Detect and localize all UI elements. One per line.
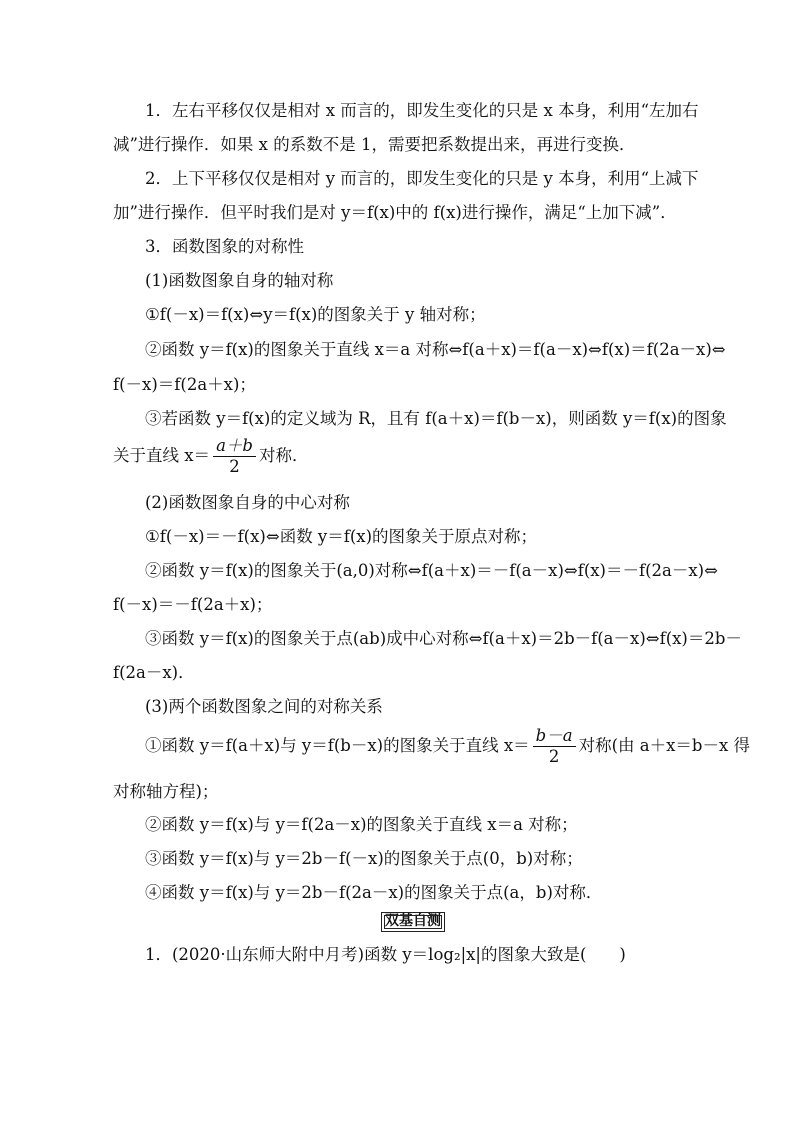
axis-item-3-suffix: 对称． <box>258 446 309 465</box>
center-item-3-line-1: ③函数 y＝f(x)的图象关于点(ab)成中心对称⇔f(a＋x)＝2b－f(a－x)⇔f(x)＝2b－ <box>145 629 742 648</box>
subheading-center-symmetry: (2)函数图象自身的中心对称 <box>145 493 350 512</box>
fraction-numerator: a＋b <box>213 436 256 457</box>
fraction-denominator: 2 <box>229 457 240 476</box>
fraction-b-minus-a-over-2 <box>533 726 576 767</box>
mutual-item-3: ③函数 y＝f(x)与 y＝2b－f(－x)的图象关于点(0，b)对称； <box>145 849 583 868</box>
subheading-axis-symmetry: (1)函数图象自身的轴对称 <box>145 271 334 290</box>
center-item-2-line-2: f(－x)＝－f(2a＋x)； <box>113 595 273 614</box>
section-badge-self-test: 双基自测 <box>381 912 445 932</box>
mutual-item-1-suffix: 对称(由 a＋x＝b－x 得 <box>578 736 750 755</box>
center-item-2-line-1: ②函数 y＝f(x)的图象关于(a,0)对称⇔f(a＋x)＝－f(a－x)⇔f(x)＝－f(2a－x)⇔ <box>145 561 718 580</box>
question-1: 1．(2020·山东师大附中月考)函数 y＝log₂|x|的图象大致是( ) <box>145 945 626 964</box>
mutual-item-2: ②函数 y＝f(x)与 y＝f(2a－x)的图象关于直线 x＝a 对称； <box>145 815 578 834</box>
axis-item-1: ①f(－x)＝f(x)⇔y＝f(x)的图象关于 y 轴对称； <box>145 305 486 324</box>
center-item-3-line-2: f(2a－x)． <box>113 663 195 682</box>
mutual-item-4: ④函数 y＝f(x)与 y＝2b－f(2a－x)的图象关于点(a，b)对称． <box>145 883 603 902</box>
axis-item-3-line-2 <box>113 436 308 477</box>
center-item-1: ①f(－x)＝－f(x)⇔函数 y＝f(x)的图象关于原点对称； <box>145 527 538 546</box>
fraction-denominator: 2 <box>548 747 560 766</box>
mutual-item-1-line-1 <box>145 726 750 767</box>
paragraph-1-line-2: 减”进行操作．如果 x 的系数不是 1，需要把系数提出来，再进行变换． <box>113 135 636 154</box>
axis-item-2-line-2: f(－x)＝f(2a＋x)； <box>113 375 256 394</box>
fraction-numerator: b－a <box>533 726 576 747</box>
axis-item-2-line-1: ②函数 y＝f(x)的图象关于直线 x＝a 对称⇔f(a＋x)＝f(a－x)⇔f(x)＝f(2a－x)⇔ <box>145 340 726 359</box>
mutual-item-1-prefix: ①函数 y＝f(a＋x)与 y＝f(b－x)的图象关于直线 x＝ <box>145 736 530 755</box>
axis-item-3-prefix: 关于直线 x＝ <box>113 446 211 465</box>
paragraph-2-line-1: 2．上下平移仅仅是相对 y 而言的，即发生变化的只是 y 本身，利用“上减下 <box>145 169 699 188</box>
paragraph-2-line-2: 加”进行操作．但平时我们是对 y＝f(x)中的 f(x)进行操作，满足“上加下减”． <box>113 203 677 222</box>
section-heading-symmetry: 3．函数图象的对称性 <box>145 237 304 256</box>
subheading-mutual-symmetry: (3)两个函数图象之间的对称关系 <box>145 697 383 716</box>
mutual-item-1-line-2: 对称轴方程)； <box>113 782 219 801</box>
axis-item-3-line-1: ③若函数 y＝f(x)的定义域为 R，且有 f(a＋x)＝f(b－x)，则函数 y＝f(x)的图象 <box>145 409 727 428</box>
fraction-a-plus-b-over-2 <box>213 436 256 477</box>
paragraph-1-line-1: 1．左右平移仅仅是相对 x 而言的，即发生变化的只是 x 本身，利用“左加右 <box>145 101 699 120</box>
